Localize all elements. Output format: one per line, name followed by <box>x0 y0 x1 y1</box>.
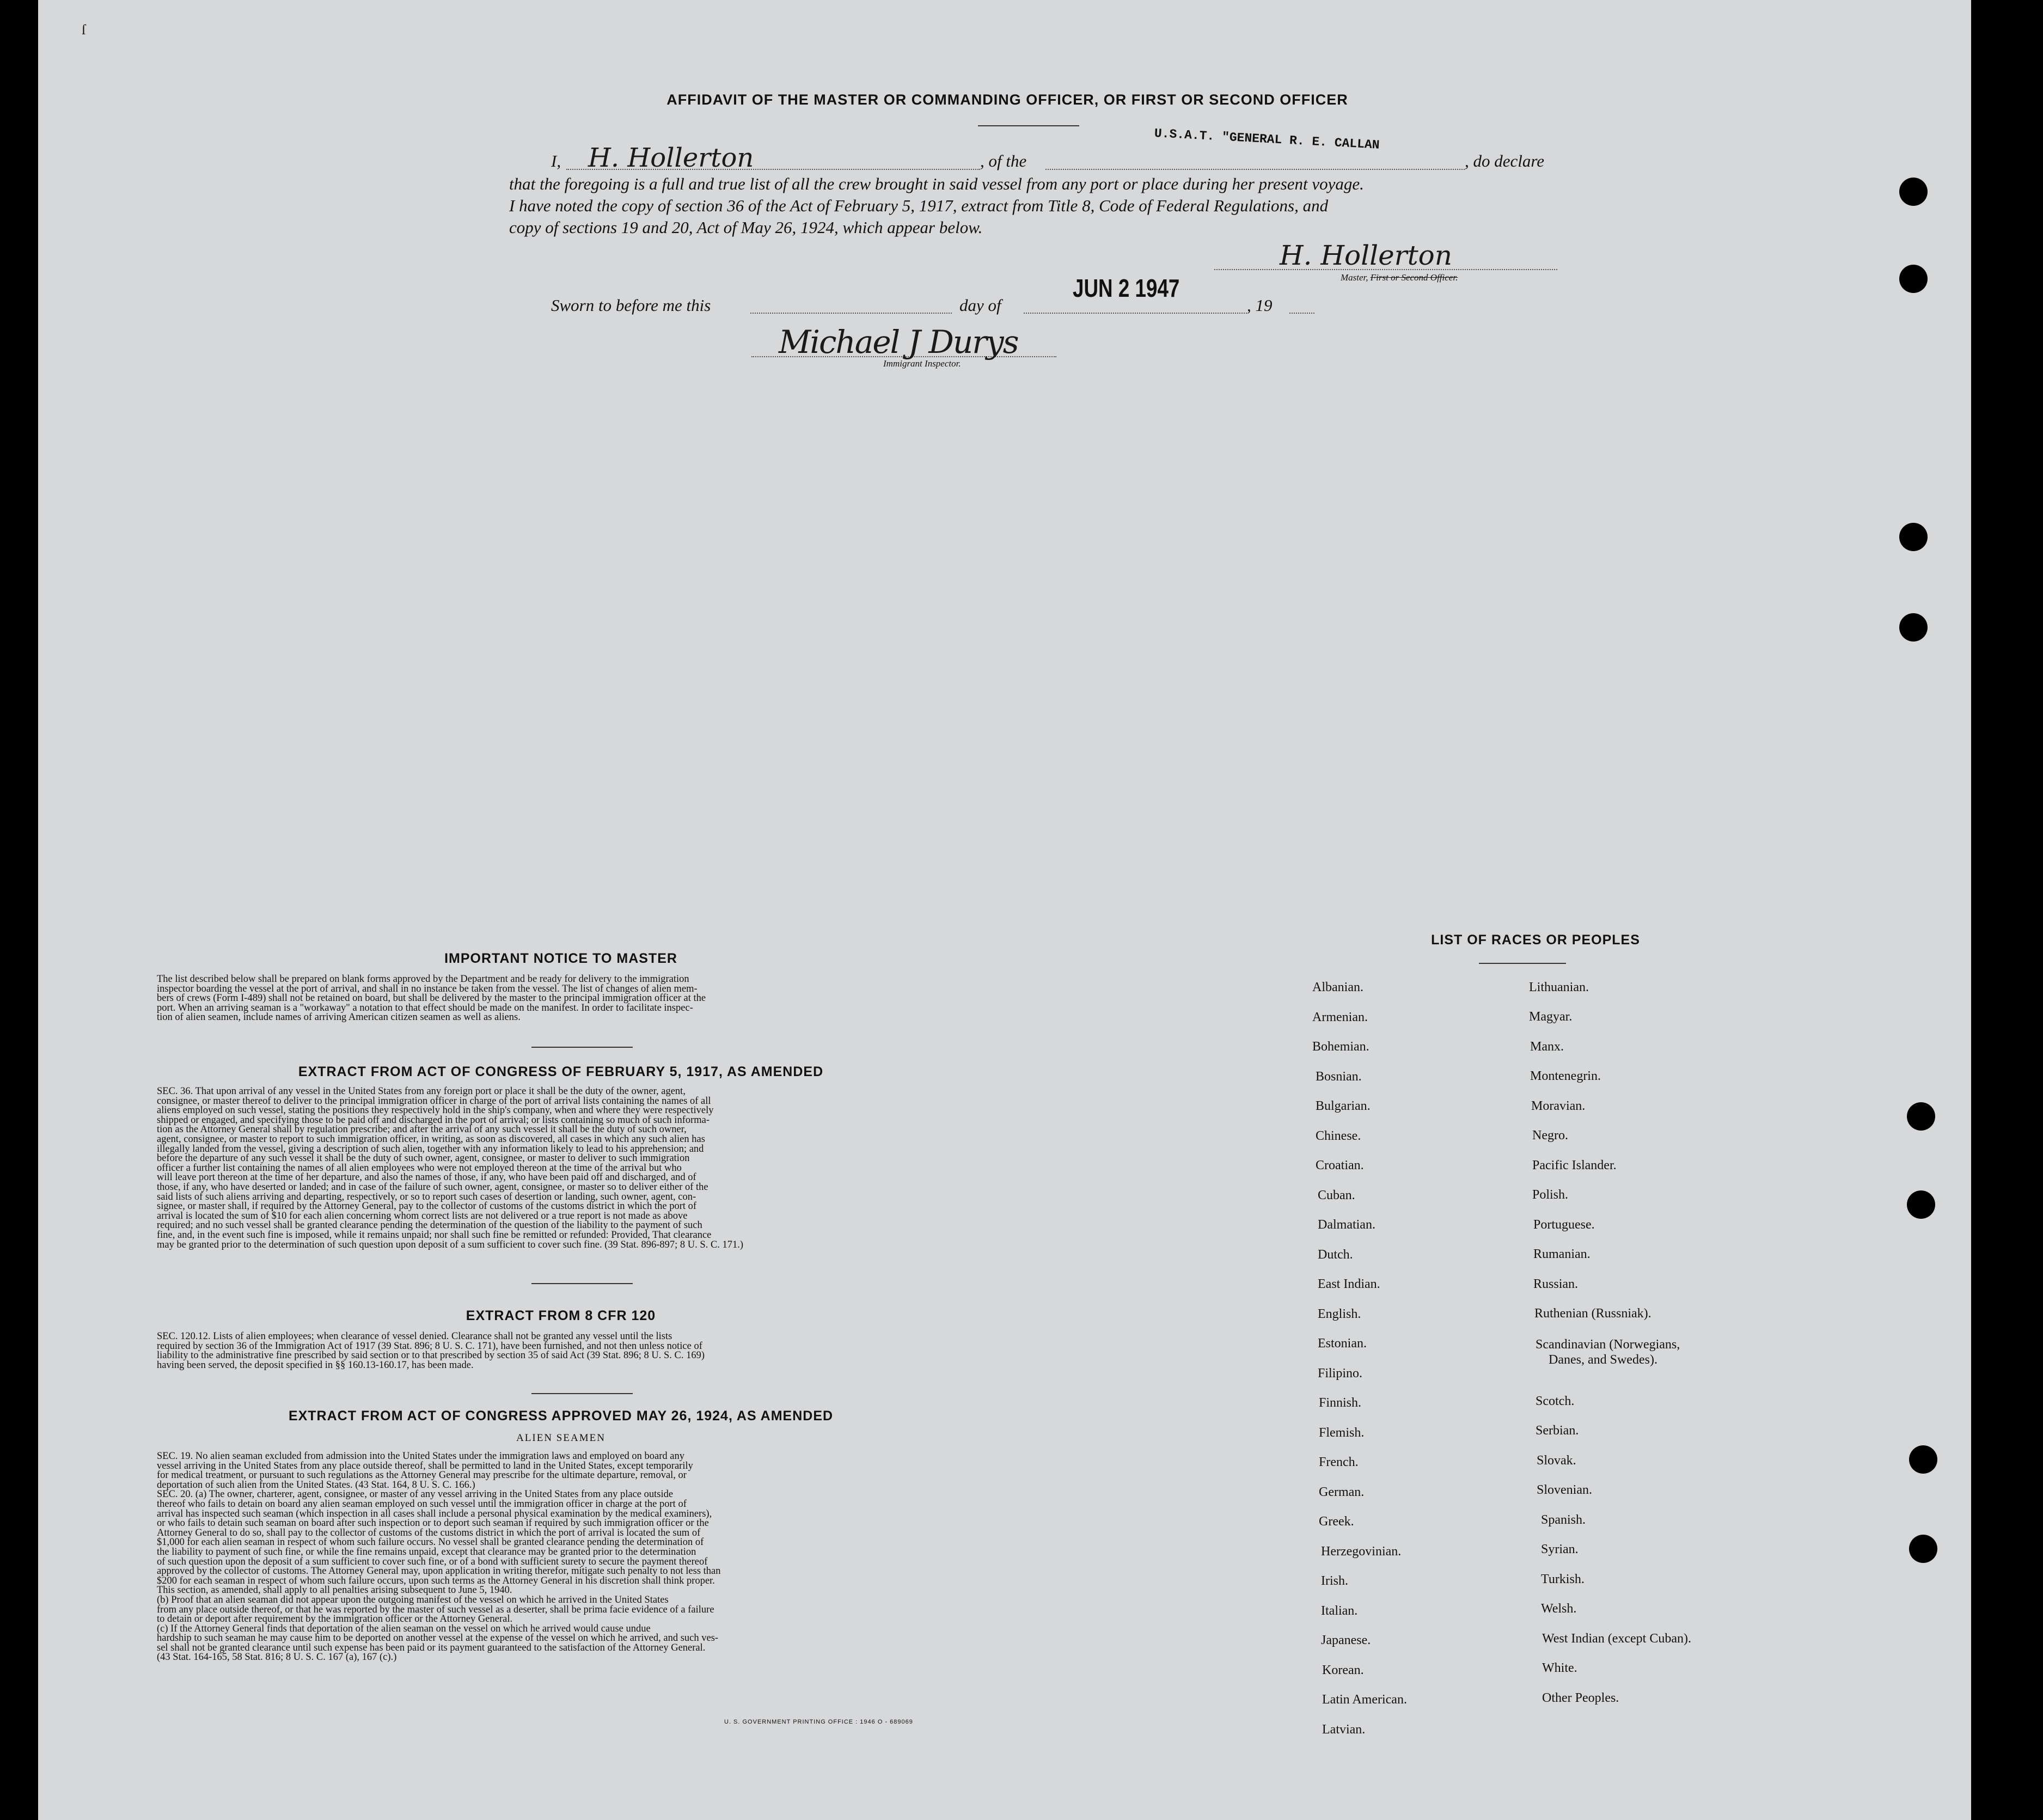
notice-line: inspector boarding the vessel at the port of arrival, and shall in no instance be taken from the vessel. The list of changes of alien mem- <box>157 983 698 994</box>
extract-1917-line: those, if any, who have deserted or landed; and in case of the failure of such owner, agent, consignee, or master so to deliver either of the <box>157 1181 708 1193</box>
race-item: Russian. <box>1533 1277 1579 1291</box>
extract-1924-line: SEC. 19. No alien seaman excluded from admission into the United States under the immigration laws and employed on board any <box>157 1451 684 1462</box>
punch-hole <box>1899 178 1928 206</box>
race-item: East Indian. <box>1318 1277 1380 1291</box>
printing-office-footer: U. S. GOVERNMENT PRINTING OFFICE : 1946 O - 689069 <box>724 1719 913 1725</box>
do-declare-label: , do declare <box>1465 151 1545 170</box>
race-item: Irish. <box>1321 1574 1348 1588</box>
extract-1917-line: required; and no such vessel shall be granted clearance pending the determination of the question of the liability to the payment of such <box>157 1220 702 1231</box>
race-item: Serbian. <box>1536 1424 1579 1438</box>
extract-1924-line: $1,000 for each alien seaman in respect of whom such failure occurs. No vessel shall be granted clearance pending the determination of <box>157 1537 704 1548</box>
extract-1924-line: SEC. 20. (a) The owner, charterer, agent, consignee, or master of any vessel arriving in the United States from any place outside <box>157 1489 674 1500</box>
race-item: Cuban. <box>1318 1188 1355 1202</box>
race-item: Albanian. <box>1312 980 1363 994</box>
race-item: Magyar. <box>1529 1010 1573 1024</box>
race-item: Scandinavian (Norwegians, <box>1536 1337 1680 1352</box>
punch-hole <box>1907 1102 1935 1131</box>
notice-line: port. When an arriving seaman is a "workaway" a notation to that effect should be made on the manifest. In order to facilitate inspec- <box>157 1002 693 1013</box>
extract-1917-body <box>157 1087 974 1250</box>
extract-1924-line: or who fails to detain such seaman on board after such inspection or to deport such seaman if required by such immigration officer or the <box>157 1518 709 1529</box>
extract-1917-line: tion as the Attorney General shall by regulation prescribe; and after the arrival of any such vessel it shall be the duty of such owner, <box>157 1124 687 1135</box>
race-item: Herzegovinian. <box>1321 1544 1402 1559</box>
race-item: Portuguese. <box>1533 1218 1595 1232</box>
extract-1924-line: hardship to such seaman he may cause him to be deported on another vessel at the expense of the vessel on which he arrived, and such ves- <box>157 1633 719 1644</box>
extract-1924-line: thereof who fails to detain on board any alien seaman employed on such vessel until the immigration officer in charge at the port of <box>157 1498 687 1510</box>
race-item: French. <box>1319 1455 1359 1469</box>
notice-title: IMPORTANT NOTICE TO MASTER <box>444 951 677 966</box>
extract-1924-line: Attorney General to do so, shall pay to the collector of customs of the customs district in which the port of arrival is located the sum of <box>157 1527 701 1538</box>
affidavit-line-3: I have noted the copy of section 36 of the Act of February 5, 1917, extract from Title 8, Code of Federal Regulations, and <box>509 196 1329 215</box>
extract-8cfr-line: required by section 36 of the Immigration Act of 1917 (39 Stat. 896; 8 U. S. C. 171), have been furnished, and not then unless notice of <box>157 1340 702 1352</box>
race-item: Croatian. <box>1316 1158 1364 1172</box>
section-divider <box>531 1393 633 1394</box>
extract-1917-line: may be granted prior to the determination of such question upon deposit of a sum sufficient to cover such fine. (39 Stat. 896-897; 8 U. S. C. 171.) <box>157 1239 744 1250</box>
race-item: Polish. <box>1532 1188 1569 1202</box>
extract-1917-title: EXTRACT FROM ACT OF CONGRESS OF FEBRUARY 5, 1917, AS AMENDED <box>298 1064 824 1079</box>
extract-1924-line: arrival has inspected such seaman (which inspection in all cases shall include a personal physical examination by the medical examiners), <box>157 1508 712 1519</box>
notice-line: tion of alien seamen, include names of arriving American citizen seamen as well as aliens. <box>157 1012 521 1023</box>
race-item: Korean. <box>1322 1663 1364 1677</box>
extract-1924-line: approved by the collector of customs. The Attorney General may, upon application in writing therefor, mitigate such penalty to not less than <box>157 1566 721 1577</box>
extract-1917-line: will leave port thereon at the time of her departure, and also the names of those, if any, who have been paid off and discharged, and of <box>157 1172 696 1183</box>
extract-1924-line: (b) Proof that an alien seaman did not appear upon the outgoing manifest of the vessel on which he arrived in the United States <box>157 1594 669 1605</box>
extract-1917-line: signee, or master shall, if required by the Attorney General, pay to the collector of customs of the customs district in which the port of <box>157 1201 697 1212</box>
extract-1917-line: illegally landed from the vessel, giving a description of such alien, together with any information likely to lead to his apprehension; and <box>157 1143 704 1155</box>
races-title: LIST OF RACES OR PEOPLES <box>1431 932 1640 948</box>
extract-1924-subtitle: ALIEN SEAMEN <box>516 1432 605 1444</box>
extract-1924-line: (c) If the Attorney General finds that deportation of the alien seaman on the vessel on which he arrived would cause undue <box>157 1623 651 1634</box>
sworn-day-field <box>750 313 952 314</box>
extract-1917-line: before the departure of any such vessel it shall be the duty of such owner, agent, consignee, or master to deliver to such immigration <box>157 1153 690 1164</box>
race-item: Latvian. <box>1322 1722 1366 1737</box>
race-item: Rumanian. <box>1533 1247 1591 1261</box>
extract-1917-line: consignee, or master thereof to deliver to the principal immigration officer in charge of the port of arrival lists containing the names of all <box>157 1095 711 1107</box>
extract-1917-line: arrival is located the sum of $10 for each alien concerning whom correct lists are not delivered or a true report is not made as above <box>157 1210 688 1222</box>
race-item: Bulgarian. <box>1316 1099 1371 1113</box>
master-caption <box>1341 272 1458 283</box>
race-item: Welsh. <box>1541 1602 1577 1616</box>
punch-hole <box>1899 613 1928 642</box>
extract-1924-line: deportation of such alien from the United States. (43 Stat. 164, 8 U. S. C. 166.) <box>157 1479 475 1491</box>
race-item: Slovak. <box>1537 1453 1576 1468</box>
race-item: Estonian. <box>1318 1336 1367 1351</box>
race-item: Moravian. <box>1531 1099 1586 1113</box>
punch-hole <box>1909 1535 1937 1563</box>
extract-1917-line: SEC. 36. That upon arrival of any vessel in the United States from any foreign port or place it shall be the duty of the owner, agent, <box>157 1086 686 1097</box>
section-divider <box>531 1047 633 1048</box>
race-item: Ruthenian (Russniak). <box>1534 1306 1651 1321</box>
title-divider <box>978 125 1079 126</box>
notice-line: bers of crews (Form I-489) shall not be retained on board, but shall be delivered by the master to the principal immigration officer at the <box>157 993 706 1004</box>
master-signature: H. Hollerton <box>1280 240 1452 271</box>
race-item: Bosnian. <box>1316 1069 1362 1084</box>
race-item: Scotch. <box>1536 1394 1575 1408</box>
sworn-month-field <box>1024 313 1247 314</box>
extract-8cfr-title: EXTRACT FROM 8 CFR 120 <box>466 1308 656 1323</box>
signer-name-handwriting: H. Hollerton <box>588 143 754 173</box>
race-item: Danes, and Swedes). <box>1549 1353 1657 1367</box>
affidavit-line-4: copy of sections 19 and 20, Act of May 26, 1924, which appear below. <box>509 218 983 237</box>
race-item: Syrian. <box>1541 1542 1579 1556</box>
vessel-field <box>1045 169 1465 170</box>
extract-1924-line: to detain or deport after requirement by the immigration officer or the Attorney General. <box>157 1614 513 1625</box>
race-item: Spanish. <box>1541 1513 1586 1527</box>
inspector-caption: Immigrant Inspector. <box>883 358 961 369</box>
extract-1924-line: for medical treatment, or pursuant to such regulations as the Attorney General may prescribe for the ultimate departure, removal, or <box>157 1470 687 1481</box>
race-item: West Indian (except Cuban). <box>1542 1632 1691 1646</box>
i-label: I, <box>551 151 561 170</box>
race-item: Armenian. <box>1312 1010 1368 1024</box>
race-item: Dalmatian. <box>1318 1218 1375 1232</box>
extract-1924-line: sel shall not be granted clearance until such expense has been paid or its payment guaranteed to the satisfaction of the Attorney General. <box>157 1642 706 1653</box>
extract-1924-title: EXTRACT FROM ACT OF CONGRESS APPROVED MAY 26, 1924, AS AMENDED <box>288 1408 834 1424</box>
race-item: White. <box>1542 1661 1577 1675</box>
extract-1924-line: from any place outside thereof, or that he was reported by the master of such vessel as a deserter, shall be prima facie evidence of a failure <box>157 1604 714 1615</box>
day-of-label: day of <box>959 296 1001 315</box>
affidavit-line-2: that the foregoing is a full and true list of all the crew brought in said vessel from any port or place during her present voyage. <box>509 174 1364 193</box>
affidavit-title: AFFIDAVIT OF THE MASTER OR COMMANDING OFFICER, OR FIRST OR SECOND OFFICER <box>666 91 1348 108</box>
punch-hole <box>1899 523 1928 551</box>
master-caption-master: Master, <box>1341 272 1371 283</box>
race-item: Flemish. <box>1319 1425 1365 1440</box>
vessel-name-stamp: U.S.A.T. "GENERAL R. E. CALLAN <box>1154 126 1380 152</box>
race-item: Japanese. <box>1321 1633 1371 1647</box>
race-item: Finnish. <box>1319 1396 1362 1410</box>
extract-1924-line: vessel arriving in the United States from any place outside thereof, shall be permitted to land in the United States, except temporarily <box>157 1460 693 1471</box>
race-item: Dutch. <box>1318 1247 1353 1262</box>
race-item: English. <box>1318 1306 1361 1321</box>
race-item: Other Peoples. <box>1542 1691 1619 1705</box>
extract-8cfr-line: liability to the administrative fine prescribed by said section or to that prescribed by section 35 of said Act (39 Stat. 896; 8 U. S. C. 169) <box>157 1350 705 1361</box>
of-the-label: , of the <box>980 151 1027 170</box>
race-item: Negro. <box>1532 1128 1568 1143</box>
race-item: Chinese. <box>1316 1128 1361 1143</box>
extract-1924-line: (43 Stat. 164-165, 58 Stat. 816; 8 U. S. C. 167 (a), 167 (c).) <box>157 1652 397 1663</box>
master-caption-struck: First or Second Officer. <box>1370 272 1458 283</box>
section-divider <box>531 1283 633 1284</box>
inspector-signature: Michael J Durys <box>779 323 1018 361</box>
races-divider <box>1479 963 1566 964</box>
extract-1924-body <box>157 1452 984 1663</box>
extract-1917-line: officer a further list containing the names of all alien employees who were not employed thereon at the time of the arrival but who <box>157 1162 682 1174</box>
race-item: Turkish. <box>1541 1572 1585 1586</box>
race-item: Lithuanian. <box>1529 980 1589 994</box>
race-item: Latin American. <box>1322 1693 1407 1707</box>
corner-mark: ſ <box>82 22 86 38</box>
extract-1917-line: agent, consignee, or master to report to such immigration officer, in writing, as soon as discovered, all cases in which any such alien has <box>157 1133 705 1145</box>
extract-1917-line: aliens employed on such vessel, stating the positions they respectively hold in the ship's company, when and where they were respectively <box>157 1105 714 1116</box>
extract-1917-line: said lists of such aliens arriving and departing, respectively, or so to report such cases of desertion or landing, such owner, agent, con- <box>157 1191 696 1202</box>
extract-1924-line: the liability to payment of such fine, or while the fine remains unpaid, except that clearance may be granted prior to the determination <box>157 1546 696 1558</box>
extract-8cfr-line: SEC. 120.12. Lists of alien employees; when clearance of vessel denied. Clearance shall not be granted any vessel until the lists <box>157 1331 672 1342</box>
notice-line: The list described below shall be prepared on blank forms approved by the Department and be ready for delivery to the immigration <box>157 974 689 985</box>
extract-8cfr-line: having been served, the deposit specified in §§ 160.13-160.17, has been made. <box>157 1359 474 1371</box>
year-label: , 19 <box>1247 296 1273 315</box>
date-stamp: JUN 2 1947 <box>1073 274 1180 302</box>
extract-8cfr-body <box>157 1332 974 1370</box>
sworn-year-field <box>1289 313 1314 314</box>
race-item: Slovenian. <box>1537 1483 1592 1497</box>
punch-hole <box>1899 265 1928 293</box>
punch-hole <box>1909 1445 1937 1474</box>
race-item: Italian. <box>1321 1603 1358 1618</box>
notice-body <box>157 975 974 1023</box>
race-item: Manx. <box>1530 1040 1564 1054</box>
race-item: Pacific Islander. <box>1532 1158 1617 1172</box>
race-item: German. <box>1319 1485 1365 1499</box>
race-item: Montenegrin. <box>1530 1069 1601 1083</box>
extract-1924-line: This section, as amended, shall apply to all penalties arising subsequent to June 5, 1940. <box>157 1585 512 1596</box>
extract-1924-line: $200 for each seaman in respect of whom such failure occurs, upon such terms as the Attorney General in his discretion shall think proper. <box>157 1575 715 1586</box>
race-item: Bohemian. <box>1312 1040 1369 1054</box>
punch-hole <box>1907 1190 1935 1219</box>
extract-1924-line: of such question upon the deposit of a sum sufficient to cover such fine, or of a bond with sufficient surety to secure the payment thereof <box>157 1556 708 1567</box>
race-item: Greek. <box>1319 1514 1354 1529</box>
sworn-label: Sworn to before me this <box>551 296 711 315</box>
extract-1917-line: shipped or engaged, and specifying those to be paid off and discharged in the port of arrival; or lists containing so much of such informa- <box>157 1114 710 1126</box>
race-item: Filipino. <box>1318 1366 1363 1381</box>
extract-1917-line: fine, and, in the event such fine is imposed, while it remains unpaid; nor shall such fine be remitted or refunded: Provided, That clearance <box>157 1229 712 1241</box>
